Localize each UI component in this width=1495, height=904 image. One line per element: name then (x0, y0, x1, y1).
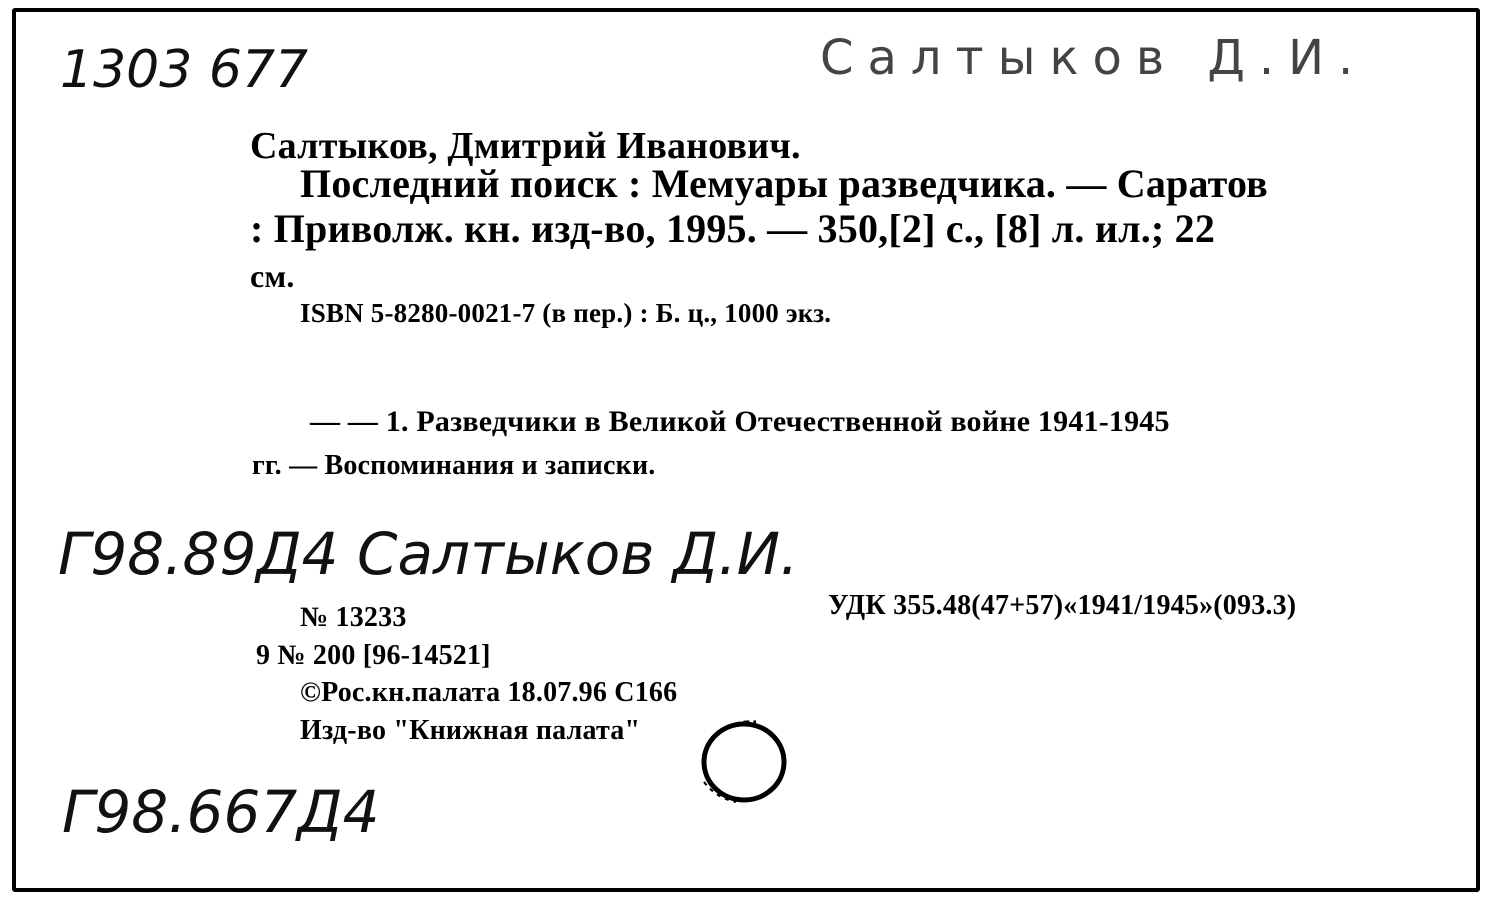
circular-stamp-mark (696, 712, 792, 808)
udc-code: УДК 355.48(47+57)«1941/1945»(093.3) (828, 590, 1297, 621)
handwritten-author-heading: Салтыков Д.И. (820, 30, 1368, 86)
publication-statement: : Приволж. кн. изд-во, 1995. — 350,[2] с., [8] л. ил.; 22 (250, 206, 1216, 251)
isbn-statement: ISBN 5-8280-0021-7 (в пер.) : Б. ц., 1000 экз. (300, 298, 832, 328)
publisher-line: Изд-во "Книжная палата" (300, 715, 641, 746)
handwritten-shelf-number: 1303 677 (60, 40, 309, 100)
copyright-line: ©Рос.кн.палата 18.07.96 С166 (300, 677, 678, 708)
dimensions-statement: см. (250, 258, 295, 294)
registration-number: № 13233 (300, 602, 407, 633)
author-heading: Салтыков, Дмитрий Иванович. (250, 125, 801, 167)
subject-heading-line-1: — — 1. Разведчики в Великой Отечественной войне 1941-1945 (310, 405, 1170, 438)
subject-heading-line-2: гг. — Воспоминания и записки. (252, 450, 656, 481)
title-statement: Последний поиск : Мемуары разведчика. — Саратов (300, 161, 1268, 206)
handwritten-classification-code: Г98.667Д4 (62, 778, 380, 846)
card-number-line: 9 № 200 [96-14521] (256, 640, 491, 671)
handwritten-classification-author: Г98.89Д4 Салтыков Д.И. (58, 520, 799, 588)
